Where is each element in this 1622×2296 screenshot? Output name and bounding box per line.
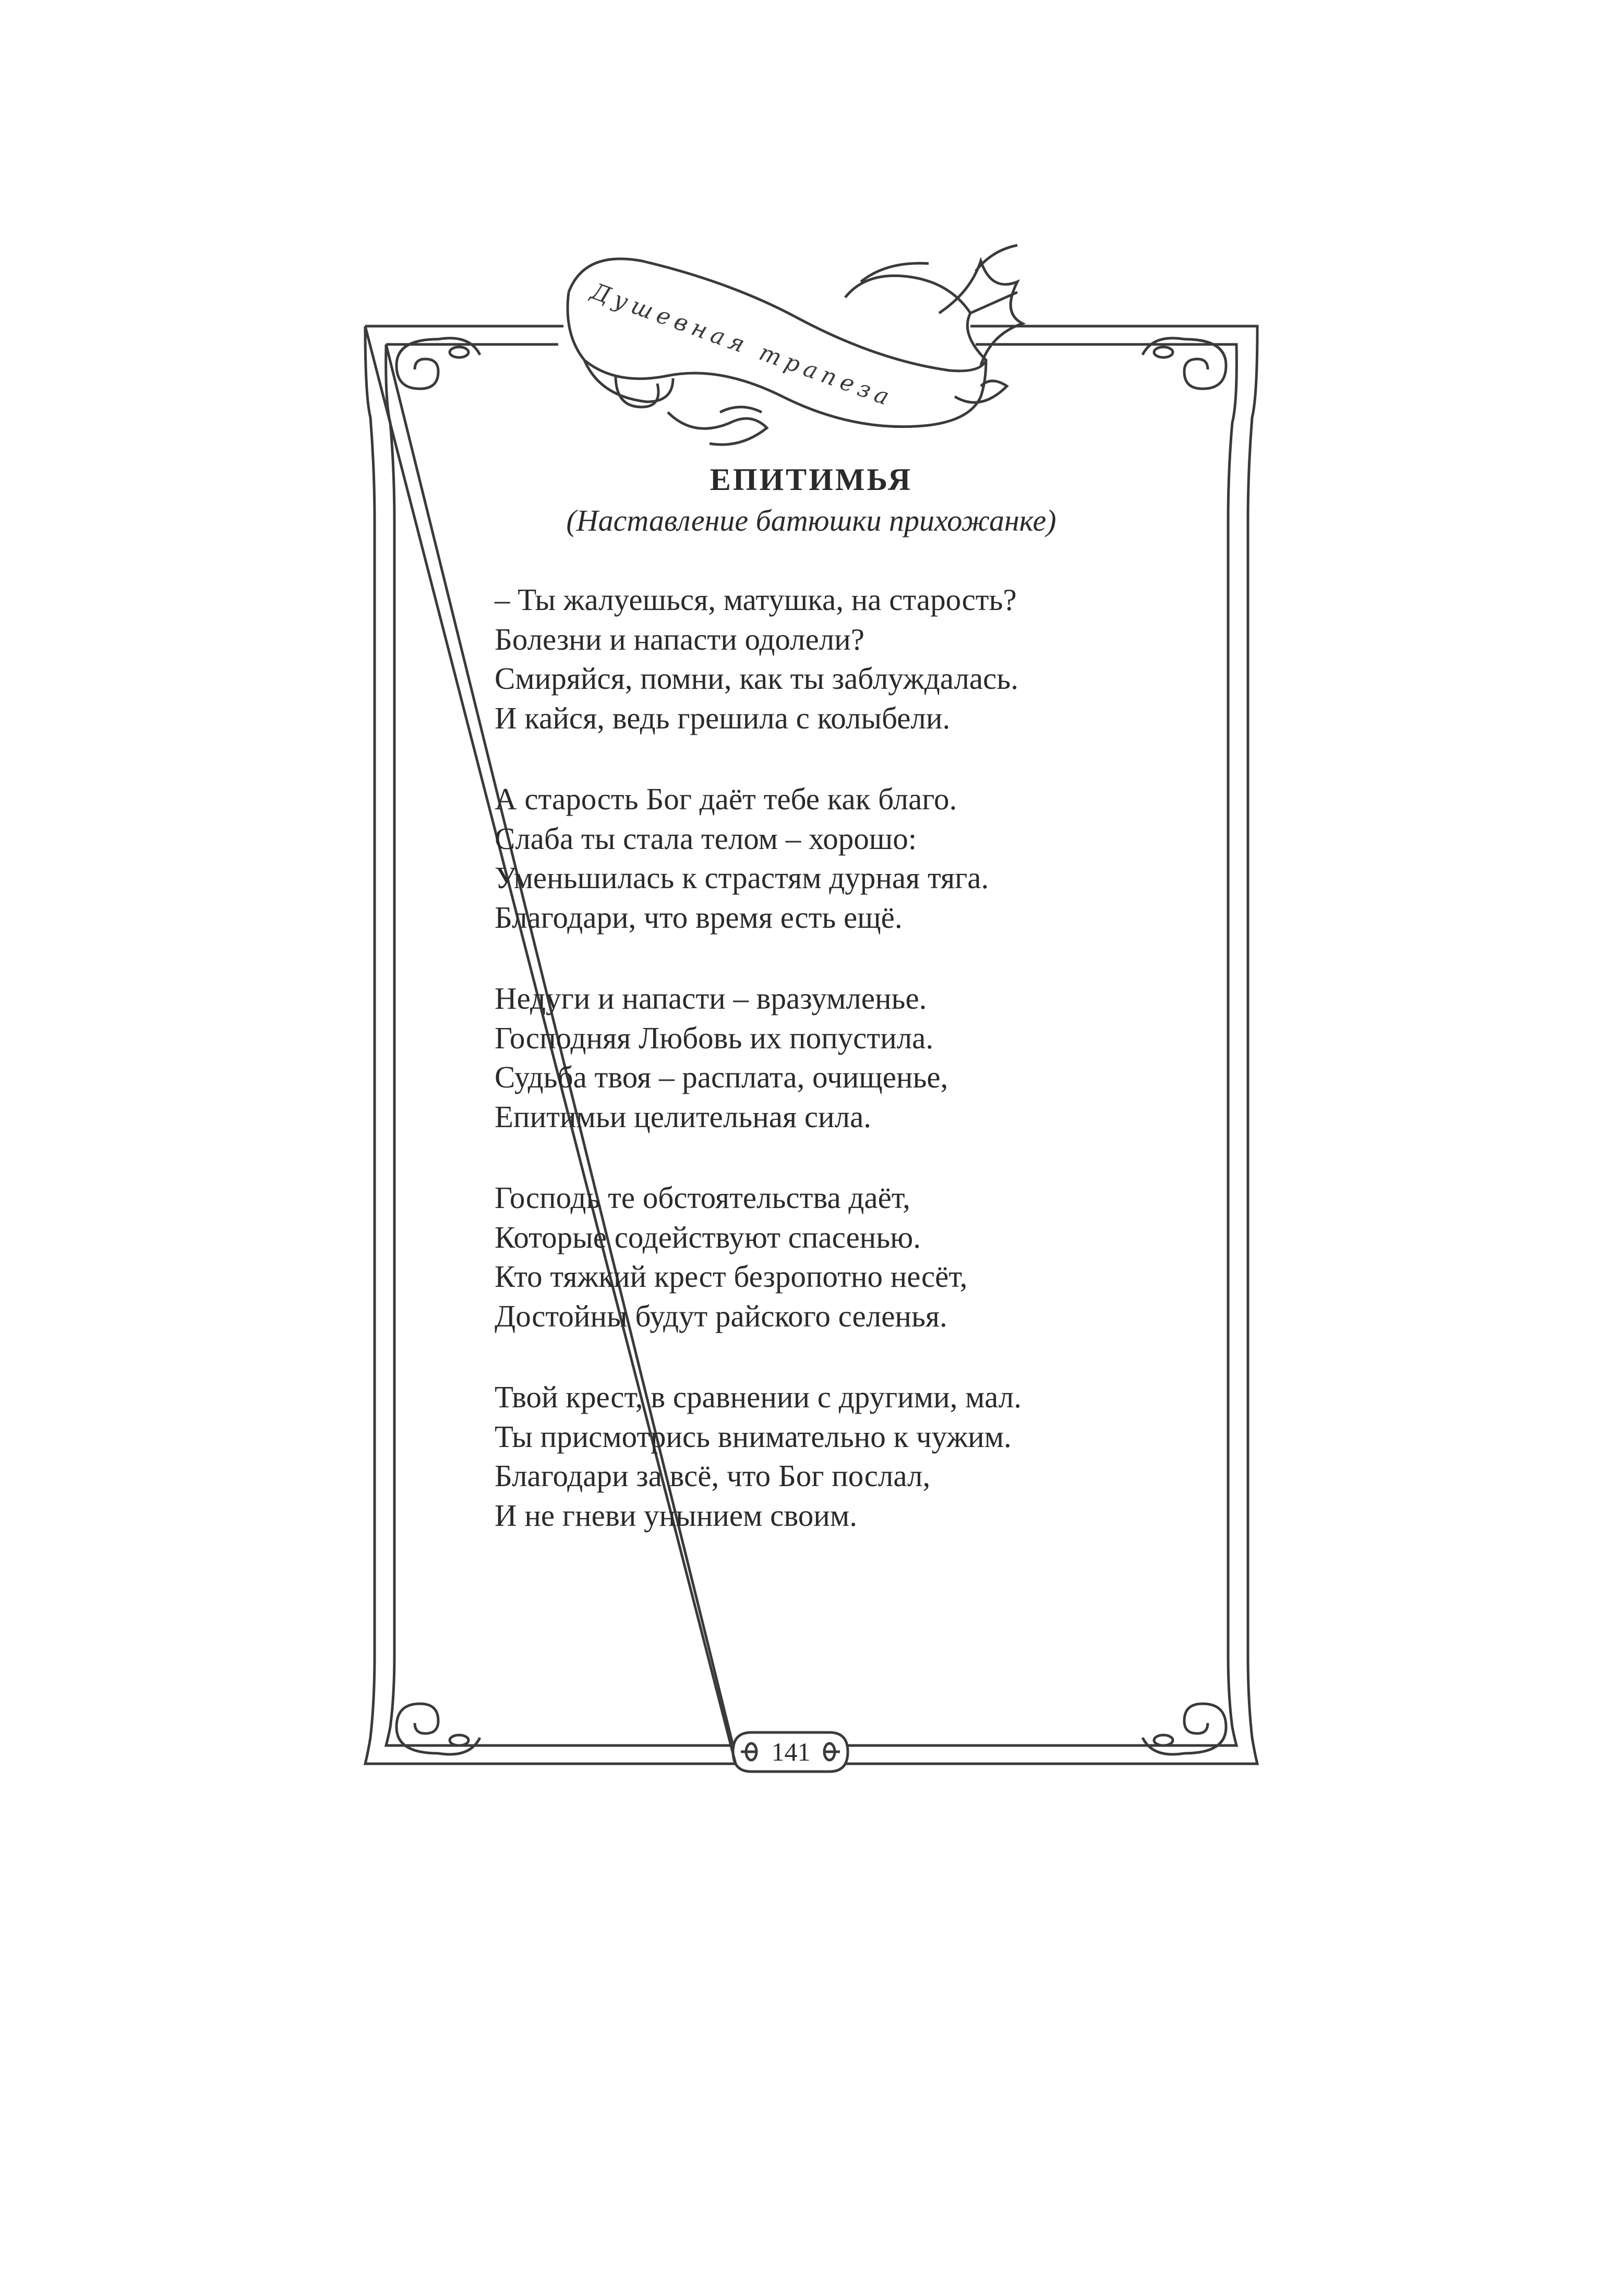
poem-line: И не гневи унынием своим. xyxy=(495,1498,857,1533)
poem-line: Твой крест, в сравнении с другими, мал. xyxy=(495,1380,1022,1414)
poem-line: Господняя Любовь их попустила. xyxy=(495,1020,934,1055)
poem-line: – Ты жалуешься, матушка, на старость? xyxy=(495,582,1017,617)
corner-ornament-top-left xyxy=(397,338,480,389)
poem-line: Благодари, что время есть ещё. xyxy=(495,900,903,935)
stanza xyxy=(495,979,1251,1137)
page-number: 141 xyxy=(771,1737,811,1766)
poem-subtitle: (Наставление батюшки прихожанке) xyxy=(566,504,1056,537)
poem-line: Смиряйся, помни, как ты заблуждалась. xyxy=(495,661,1018,696)
banner-text: Душевная трапеза xyxy=(587,278,898,413)
poem-line: Недуги и напасти – вразумленье. xyxy=(495,981,927,1015)
poem-line: Слаба ты стала телом – хорошо: xyxy=(495,821,917,856)
stanza xyxy=(495,1178,1251,1336)
stanza xyxy=(495,1378,1251,1535)
poem xyxy=(360,459,1263,1738)
stanza xyxy=(495,580,1251,738)
poem-line: И кайся, ведь грешила с колыбели. xyxy=(495,700,951,735)
stanza xyxy=(495,780,1251,937)
poem-line: Которые содействуют спасенью. xyxy=(495,1219,921,1254)
poem-line: Епитимьи целительная сила. xyxy=(495,1099,872,1134)
poem-line: Кто тяжкий крест безропотно несёт, xyxy=(495,1259,968,1294)
poem-line: Уменьшилась к страстям дурная тяга. xyxy=(495,860,989,895)
corner-ornament-top-right xyxy=(1143,338,1226,389)
poem-line: Ты присмотрись внимательно к чужим. xyxy=(495,1419,1012,1454)
poem-line: Господь те обстоятельства даёт, xyxy=(495,1180,910,1215)
poem-line: Достойны будут райского селенья. xyxy=(495,1298,947,1333)
poem-stanzas xyxy=(495,580,1251,1577)
poem-line: Болезни и напасти одолели? xyxy=(495,621,864,656)
title-banner xyxy=(568,245,1023,445)
poem-line: А старость Бог даёт тебе как благо. xyxy=(495,782,957,816)
poem-title: ЕПИТИМЬЯ xyxy=(710,462,913,497)
poem-line: Судьба твоя – расплата, очищенье, xyxy=(495,1060,948,1094)
poem-line: Благодари за всё, что Бог послал, xyxy=(495,1458,931,1493)
